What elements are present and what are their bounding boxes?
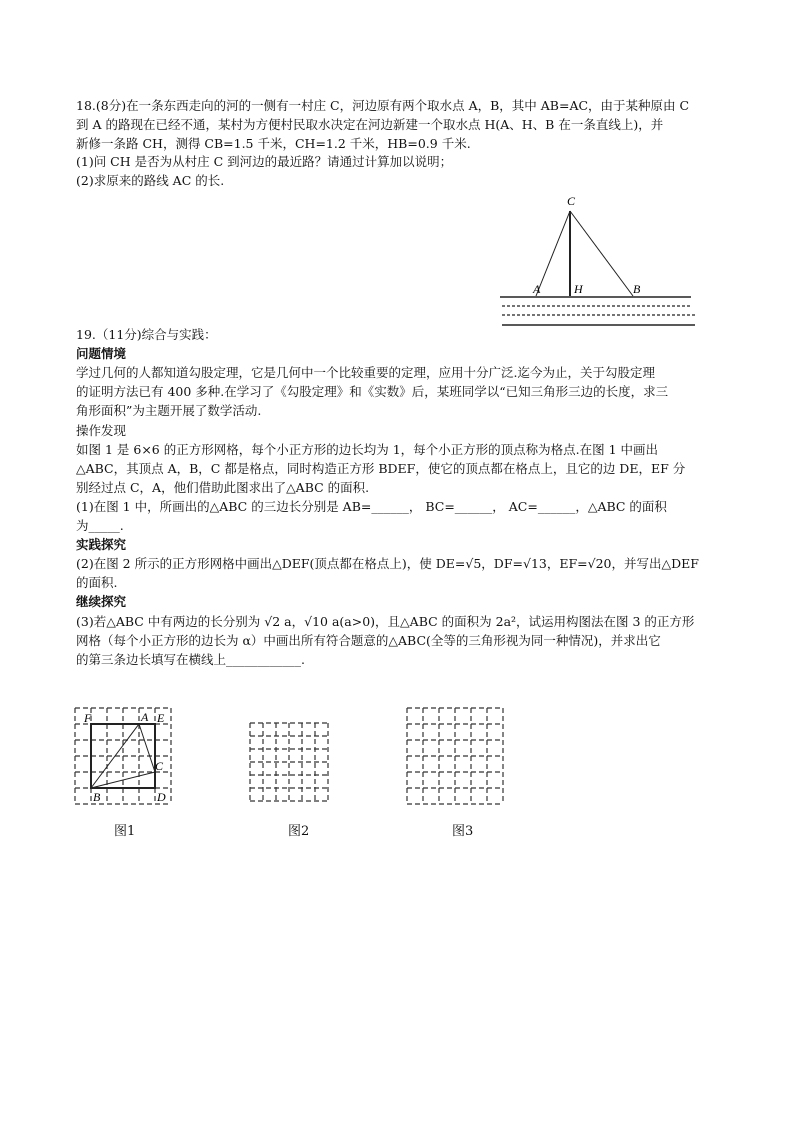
- q19-line: 19.（11分)综合与实践：: [76, 327, 217, 342]
- grid-figure-2: [250, 723, 328, 801]
- section-heading: 实践探究: [76, 537, 127, 553]
- river-diagram: [500, 211, 697, 325]
- label-c: C: [567, 194, 576, 208]
- caption-figure-3: 图3: [452, 824, 474, 839]
- label-a: A: [141, 710, 149, 724]
- q19-line: 学过几何的人都知道勾股定理，它是几何中一个比较重要的定理，应用十分广泛.迄今为止，关于勾股定理: [76, 365, 655, 381]
- q19-line: 的面积.: [76, 575, 118, 591]
- q19-line: 为_____.: [76, 518, 124, 533]
- grid-figure-3: [407, 708, 503, 804]
- q19-line: (3)若△ABC 中有两边的长分别为 √2 a，√10 a(a>0)，且△ABC 的面积为 2a²，试运用构图法在图 3 的正方形: [76, 613, 695, 629]
- q19-line: (1)在图 1 中，所画出的△ABC 的三边长分别是 AB=______， BC=______， AC=______，△ABC 的面积: [76, 498, 667, 514]
- q18-line: 新修一条路 CH，测得 CB=1.5 千米，CH=1.2 千米，HB=0.9 千米.: [76, 135, 471, 151]
- section-heading: 继续探究: [76, 594, 127, 610]
- label-f: F: [84, 711, 92, 725]
- label-c: C: [155, 759, 164, 773]
- q18-line: (2)求原来的路线 AC 的长.: [76, 173, 225, 189]
- caption-figure-1: 图1: [114, 824, 136, 839]
- q19-line: 如图 1 是 6×6 的正方形网格，每个小正方形的边长均为 1，每个小正方形的顶点称为格点.在图 1 中画出: [76, 441, 659, 457]
- label-d: D: [157, 790, 166, 804]
- q18-line: 到 A 的路现在已经不通，某村为方便村民取水决定在河边新建一个取水点 H(A、H、B 在一条直线上)，并: [76, 116, 664, 132]
- q19-line: 操作发现: [76, 422, 127, 438]
- label-b: B: [633, 282, 641, 296]
- q19-line: 别经过点 C，A，他们借助此图求出了△ABC 的面积.: [76, 479, 370, 495]
- q18-line: (1)问 CH 是否为从村庄 C 到河边的最近路？请通过计算加以说明；: [76, 154, 453, 170]
- q18-line: 18.(8分)在一条东西走向的河的一侧有一村庄 C，河边原有两个取水点 A，B，其中 AB=AC，由于某种原由 C: [76, 98, 690, 113]
- caption-figure-2: 图2: [288, 824, 310, 839]
- label-e: E: [157, 711, 165, 725]
- q19-line: 网格（每个小正方形的边长为 α）中画出所有符合题意的△ABC(全等的三角形视为同一种情况)，并求出它: [76, 632, 661, 648]
- section-heading: 问题情境: [76, 346, 127, 362]
- q19-line: 角形面积”为主题开展了数学活动.: [76, 403, 262, 419]
- q19-line: 的证明方法已有 400 多种.在学习了《勾股定理》和《实数》后，某班同学以“已知三角形三边的长度，求三: [76, 384, 669, 400]
- q19-line: 的第三条边长填写在横线上____________.: [76, 651, 305, 667]
- label-h: H: [574, 282, 583, 296]
- q19-line: △ABC，其顶点 A，B，C 都是格点，同时构造正方形 BDEF，使它的顶点都在格点上，且它的边 DE，EF 分: [76, 460, 686, 476]
- label-a: A: [533, 282, 541, 296]
- q19-line: (2)在图 2 所示的正方形网格中画出△DEF(顶点都在格点上)，使 DE=√5，DF=√13，EF=√20，并写出△DEF: [76, 556, 699, 572]
- label-b: B: [93, 790, 101, 804]
